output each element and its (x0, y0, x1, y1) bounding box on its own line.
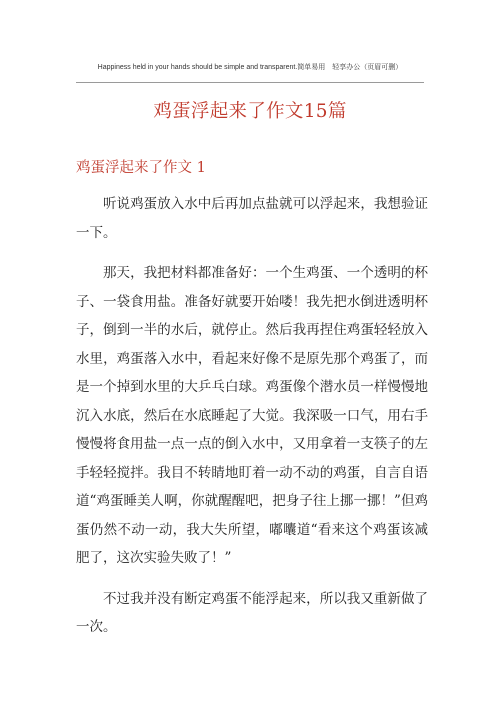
header-divider (76, 82, 424, 83)
document-title: 鸡蛋浮起来了作文15篇 (153, 101, 347, 122)
header-english-text: Happiness held in your hands should be simple and transparent. (97, 64, 298, 71)
paragraph: 听说鸡蛋放入水中后再加点盐就可以浮起来，我想验证一下。 (76, 196, 428, 241)
document-body (76, 190, 428, 654)
section-title: 鸡蛋浮起来了作文 1 (76, 160, 206, 176)
header-chinese-text: 简单易用 轻享办公（页眉可删） (297, 63, 403, 71)
paragraph: 不过我并没有断定鸡蛋不能浮起来，所以我又重新做了一次。 (76, 590, 428, 635)
paragraph: 那天，我把材料都准备好：一个生鸡蛋、一个透明的杯子、一袋食用盐。准备好就要开始喽！我先把水倒进透明杯子，倒到一半的水后，就停止。然后我再捏住鸡蛋轻轻放入水里，鸡蛋落入水中，看起来好像不是原先那个鸡蛋了，而是一个掉到水里的大乒乓白球。鸡蛋像个潜水员一样慢慢地沉入水底，然后在水底睡起了大觉。我深吸一口气，用右手慢慢将食用盐一点一点的倒入水中，又用拿着一支筷子的左手轻轻搅拌。我目不转睛地盯着一动不动的鸡蛋，自言自语道“鸡蛋睡美人啊，你就醒醒吧，把身子往上挪一挪！”但鸡蛋仍然不动一动，我大失所望，嘟囔道“看来这个鸡蛋该减肥了，这次实验失败了！” (76, 265, 428, 566)
page-header (0, 62, 500, 72)
